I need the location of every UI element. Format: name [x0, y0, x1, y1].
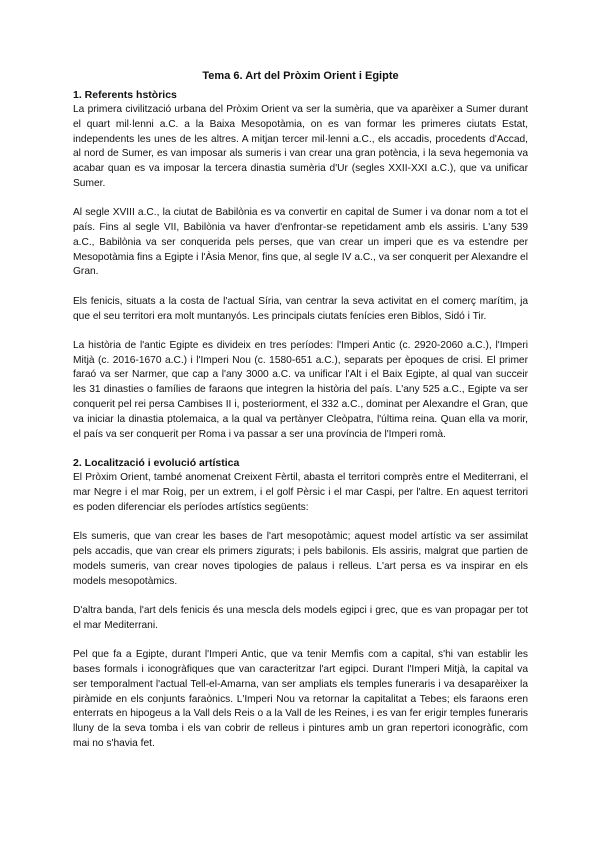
paragraph: La història de l'antic Egipte es divideix en tres períodes: l'Imperi Antic (c. 2920-2060 a.C.), l'Imperi Mitjà (c. 2016-1670 a.C.) i l'Imperi Nou (c. 1580-651 a.C.), separats per èpoques de crisi. El primer faraó va ser Narmer, que cap a l'any 3000 a.C. va unificar l'Alt i el Baix Egipte, al qual van succeir les 31 dinasties o famílies de faraons que integren la història del país. L'any 525 a.C., Egipte va ser conquerit pel rei persa Cambises II i, posteriorment, el 332 a.C., dominat per Alexandre el Gran, que va iniciar la dinastia ptolemaica, a la qual va pertànyer Cleòpatra, l'última reina. Quan ella va morir, el país va ser conquerit per Roma i va passar a ser una província de l'Imperi romà. — [73, 339, 528, 440]
paragraph: Al segle XVIII a.C., la ciutat de Babilònia es va convertir en capital de Sumer i va donar nom a tot el país. Fins al segle VII, Babilònia va haver d'enfrontar-se repetidament amb els assiris. L'any 539 a.C., Babilònia va ser conquerida pels perses, que van crear un imperi que es va estendre per Mesopotàmia fins a Egipte i l'Àsia Menor, fins que, al segle IV a.C., va ser conquerit per Alexandre el Gran. — [73, 207, 528, 278]
paragraph: Els fenicis, situats a la costa de l'actual Síria, van centrar la seva activitat en el comerç marítim, ja que el seu territori era molt muntanyós. Les principals ciutats fenícies eren Biblos, Sidó i Tir. — [73, 295, 528, 322]
paragraph: Els sumeris, que van crear les bases de l'art mesopotàmic; aquest model artístic va ser assimilat pels accadis, que van crear els primers zigurats; i pels babilonis. Els assiris, malgrat que partien de models sumeris, van crear noves tipologies de palaus i relleus. L'art persa es va inspirar en els models mesopotàmics. — [73, 531, 528, 587]
paragraph: Pel que fa a Egipte, durant l'Imperi Antic, que va tenir Memfis com a capital, s'hi van establir les bases formals i iconogràfiques que van caracteritzar l'art egipci. Durant l'Imperi Mitjà, la capital va ser temporalment l'actual Tell-el-Amarna, van ser ampliats els temples funeraris i va desaparèixer la piràmide en els conjunts faraònics. L'Imperi Nou va retornar la capitalitat a Tebes; els faraons eren enterrats en hipogeus a la Vall dels Reis o a la Vall de les Reines, i es van fer erigir temples funeraris lluny de la seva tomba i els van cobrir de relleus i pintures amb un gran repertori iconogràfic, com mai no s'havia fet. — [73, 649, 528, 749]
paragraph: La primera civilització urbana del Pròxim Orient va ser la sumèria, que va aparèixer a Sumer durant el quart mil·lenni a.C. a la Baixa Mesopotàmia, on es van formar les primeres ciutats Estat, independents les unes de les altres. A mitjan tercer mil·lenni a.C., els accadis, procedents d'Accad, al nord de Sumer, es van imposar als sumeris i van crear una gran potència, i la seva hegemonia va acabar quan es va imposar la tercera dinastia sumèria d'Ur (segles XXII-XXI a.C.), que va unificar Sumer. — [73, 104, 528, 189]
paragraph: El Pròxim Orient, també anomenat Creixent Fèrtil, abasta el territori comprès entre el Mediterrani, el mar Negre i el mar Roig, per un extrem, i el golf Pèrsic i el mar Caspi, per l'altre. En aquest territori es poden diferenciar els períodes artístics següents: — [73, 472, 528, 514]
paragraph: D'altra banda, l'art dels fenicis és una mescla dels models egipci i grec, que es van propagar per tot el mar Mediterrani. — [73, 605, 528, 631]
section-heading-referents: 1. Referents hstòrics — [73, 89, 177, 101]
document-title: Tema 6. Art del Pròxim Orient i Egipte — [202, 70, 399, 82]
section-heading-localitzacio: 2. Localització i evolució artística — [73, 457, 240, 470]
